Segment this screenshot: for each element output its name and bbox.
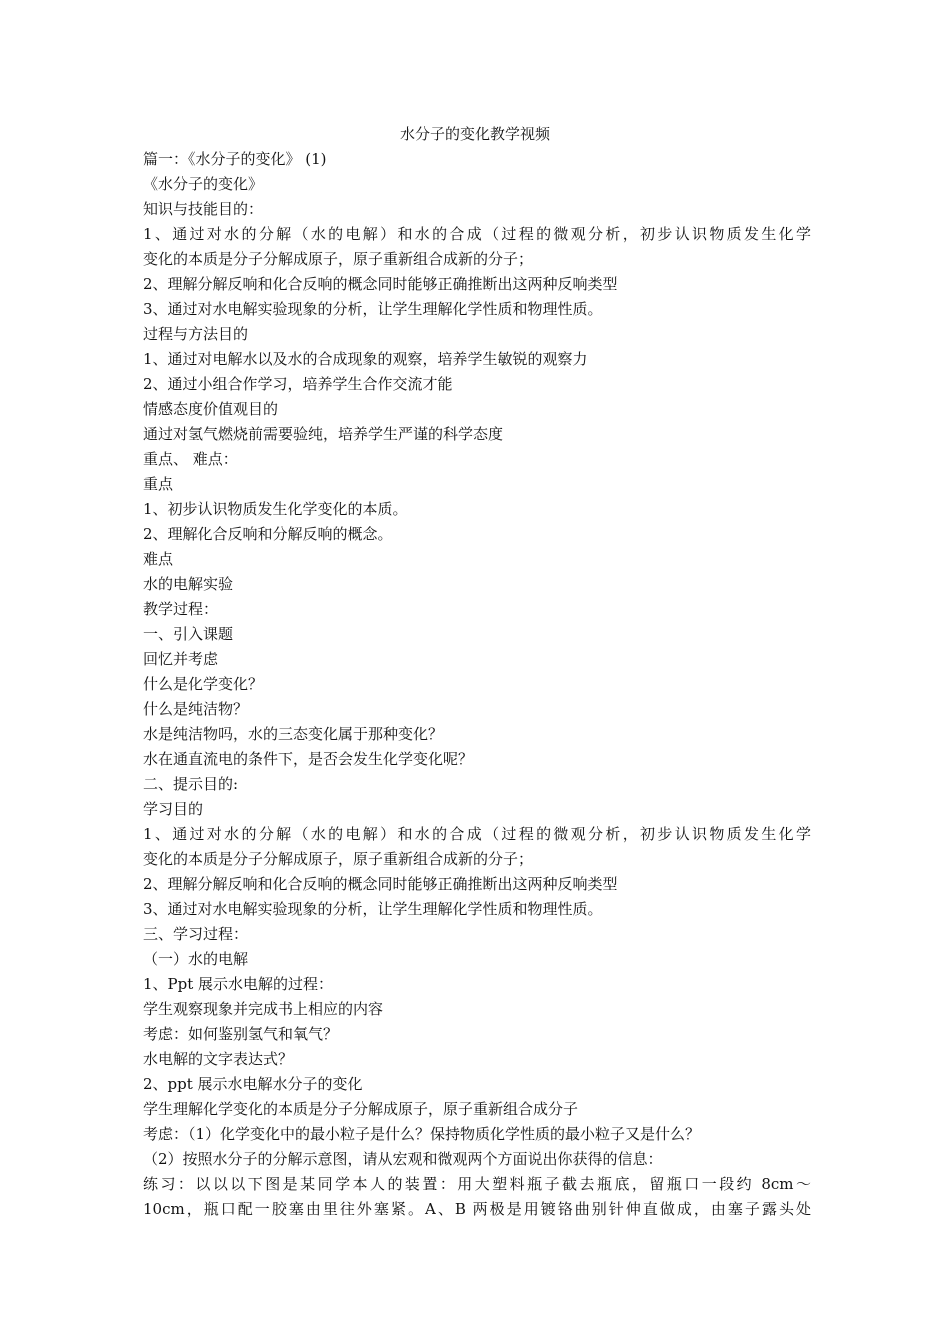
text-line: 重点	[143, 475, 174, 493]
text-line: 难点	[143, 550, 174, 568]
text-line: 1、通过对水的分解（水的电解）和水的合成（过程的微观分析，初步认识物质发生化学	[143, 225, 811, 243]
text-line: 1、Ppt 展示水电解的过程：	[143, 975, 334, 993]
text-line: 水在通直流电的条件下，是否会发生化学变化呢？	[143, 750, 474, 768]
text-line: 三、学习过程：	[143, 925, 249, 943]
text-line: 篇一：《水分子的变化》 (1)	[143, 150, 327, 168]
text-line: 重点、 难点：	[143, 450, 238, 468]
page-title: 水分子的变化教学视频	[399, 125, 550, 143]
text-line: 什么是化学变化？	[143, 675, 264, 693]
text-line: 一、引入课题	[143, 625, 234, 643]
text-line: 2、理解分解反响和化合反响的概念同时能够正确推断出这两种反响类型	[143, 275, 618, 293]
text-line: 水电解的文字表达式？	[143, 1050, 294, 1068]
text-line: 10cm，瓶口配一胶塞由里往外塞紧。A、B 两极是用镀铬曲别针伸直做成，由塞子露头处	[143, 1200, 811, 1218]
text-line: 变化的本质是分子分解成原子，原子重新组合成新的分子；	[143, 250, 534, 268]
text-line: （2）按照水分子的分解示意图，请从宏观和微观两个方面说出你获得的信息：	[143, 1150, 663, 1168]
text-line: 学生观察现象并完成书上相应的内容	[143, 1000, 384, 1018]
text-line: 回忆并考虑	[143, 650, 219, 668]
text-line: 学习目的	[143, 800, 204, 818]
text-line: 考虑：如何鉴别氢气和氧气？	[143, 1025, 339, 1043]
text-line: 知识与技能目的：	[143, 200, 264, 218]
text-line: 练习：以以以下图是某同学本人的装置：用大塑料瓶子截去瓶底，留瓶口一段约 8cm～	[143, 1175, 811, 1193]
document-body	[143, 147, 811, 1222]
text-line: 什么是纯洁物？	[143, 700, 249, 718]
text-line: 通过对氢气燃烧前需要验纯，培养学生严谨的科学态度	[143, 425, 504, 443]
text-line: 情感态度价值观目的	[143, 400, 279, 418]
text-line: 考虑：（1）化学变化中的最小粒子是什么？保持物质化学性质的最小粒子又是什么？	[143, 1125, 701, 1143]
text-line: 1、通过对电解水以及水的合成现象的观察，培养学生敏锐的观察力	[143, 350, 588, 368]
text-line: 学生理解化学变化的本质是分子分解成原子，原子重新组合成分子	[143, 1100, 579, 1118]
text-line: 1、初步认识物质发生化学变化的本质。	[143, 500, 408, 518]
text-line: 《水分子的变化》	[143, 175, 264, 193]
text-line: 2、理解分解反响和化合反响的概念同时能够正确推断出这两种反响类型	[143, 875, 618, 893]
text-line: 3、通过对水电解实验现象的分析，让学生理解化学性质和物理性质。	[143, 300, 603, 318]
text-line: 2、理解化合反响和分解反响的概念。	[143, 525, 393, 543]
text-line: 3、通过对水电解实验现象的分析，让学生理解化学性质和物理性质。	[143, 900, 603, 918]
text-line: 2、ppt 展示水电解水分子的变化	[143, 1075, 363, 1093]
text-line: 水是纯洁物吗，水的三态变化属于那种变化？	[143, 725, 444, 743]
text-line: （一）水的电解	[143, 950, 249, 968]
text-line: 过程与方法目的	[143, 325, 249, 343]
text-line: 教学过程：	[143, 600, 219, 618]
text-line: 水的电解实验	[143, 575, 234, 593]
text-line: 二、提示目的:	[143, 775, 239, 793]
text-line: 变化的本质是分子分解成原子，原子重新组合成新的分子；	[143, 850, 534, 868]
text-line: 2、通过小组合作学习，培养学生合作交流才能	[143, 375, 453, 393]
text-line: 1、通过对水的分解（水的电解）和水的合成（过程的微观分析，初步认识物质发生化学	[143, 825, 811, 843]
